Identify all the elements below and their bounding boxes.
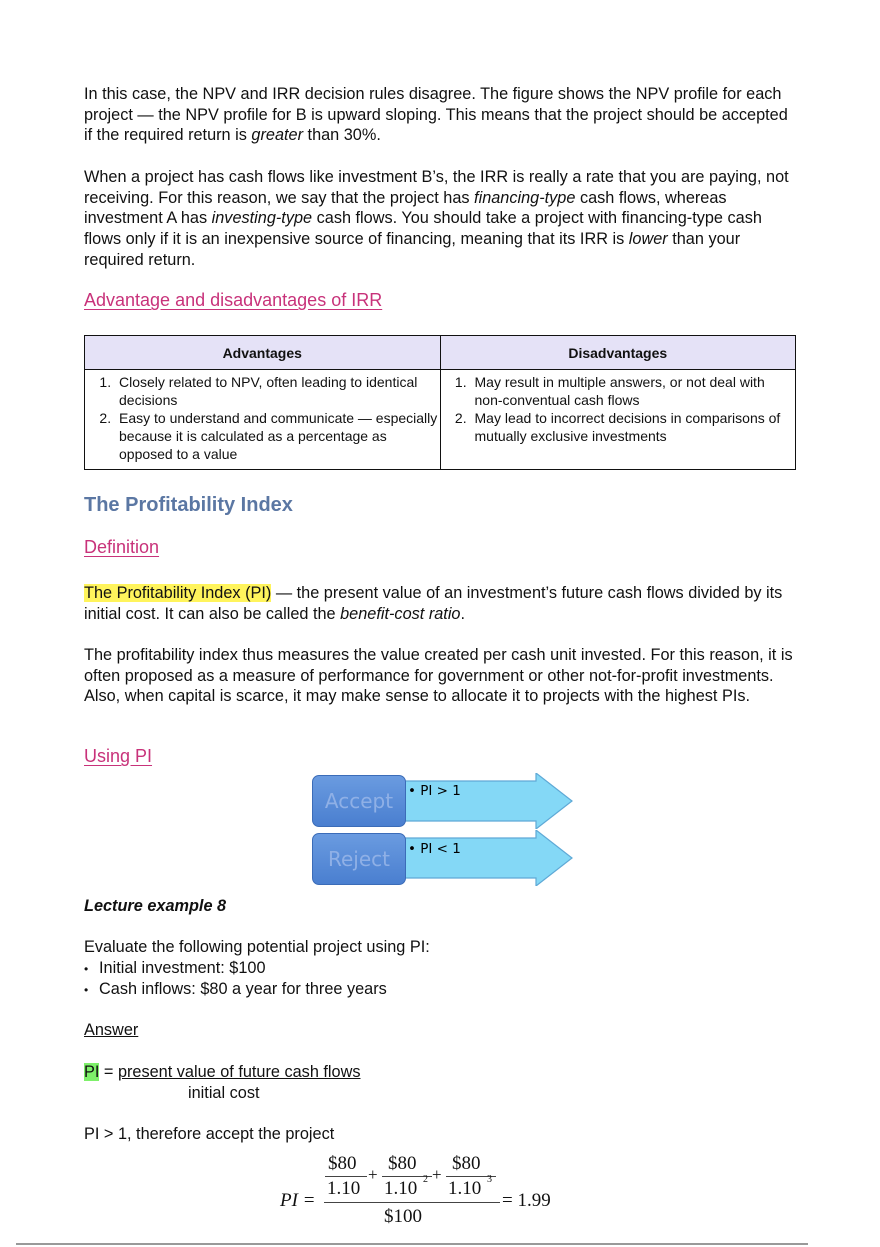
accept-arrow-icon [404, 773, 574, 829]
advantage-item: 1. Closely related to NPV, often leading to identical decisions [115, 373, 438, 409]
intro-paragraph-2: When a project has cash flows like investment B’s, the IRR is really a rate that you are paying, not receiving. For this reason, we say that the project has financing-type cash flows, whereas investment A has investing-type cash flows. You should take a project with financing-type cash flows only if it is an inexpensive source of financing, meaning that its IRR is lower than your required return. [84, 168, 789, 269]
advantage-item: 2. Easy to understand and communicate — especially because it is calculated as a percentage as opposed to a value [115, 409, 438, 463]
term-exponent: 2 [423, 1174, 428, 1185]
plus-sign: + [368, 1165, 378, 1184]
term-exponent: 3 [487, 1174, 492, 1185]
reject-rule: • PI < 1 [408, 841, 461, 857]
formula-numerator: present value of future cash flows [117, 1063, 361, 1081]
definition-heading: Definition [84, 537, 160, 557]
formula-divisor: $100 [384, 1206, 422, 1227]
example-prompt: Evaluate the following potential project using PI: [84, 938, 430, 956]
accept-rule: • PI > 1 [408, 783, 461, 799]
irr-section-heading: Advantage and disadvantages of IRR [84, 290, 383, 310]
pi-word-formula: PI = present value of future cash flows [84, 1063, 361, 1081]
pi-formula [280, 1153, 560, 1233]
advantages-header: Advantages [85, 336, 441, 370]
term-denominator: 1.10 [384, 1178, 418, 1199]
term-denominator: 1.10 [327, 1178, 361, 1199]
using-pi-heading: Using PI [84, 746, 153, 766]
disadvantages-cell [440, 370, 796, 470]
example-bullet: • Initial investment: $100 [84, 959, 266, 977]
term-denominator: 1.10 [448, 1178, 482, 1199]
pi-section-title: The Profitability Index [84, 494, 293, 516]
formula-lhs: PI = [280, 1190, 316, 1211]
pi-decision-diagram [312, 773, 576, 888]
reject-box: Reject [312, 833, 406, 885]
intro-paragraph-1: In this case, the NPV and IRR decision rules disagree. The figure shows the NPV profile for each project — the NPV profile for B is upward sloping. This means that the project should be accepted if the required return is greater than 30%. [84, 85, 788, 145]
disadvantages-header: Disadvantages [440, 336, 796, 370]
plus-sign: + [432, 1165, 442, 1184]
pi-label-highlight: PI [84, 1063, 100, 1081]
formula-result: = 1.99 [502, 1190, 551, 1211]
term-numerator: $80 [328, 1153, 357, 1174]
fraction-bar [325, 1176, 367, 1177]
disadvantage-item: 1. May result in multiple answers, or not deal with non-conventual cash flows [471, 373, 794, 409]
example-bullet: • Cash inflows: $80 a year for three years [84, 980, 387, 998]
page-bottom-rule [16, 1243, 808, 1245]
reject-arrow-icon [404, 830, 574, 886]
term-numerator: $80 [388, 1153, 417, 1174]
pi-measure-paragraph: The profitability index thus measures the value created per cash unit invested. For this reason, it is often proposed as a measure of performance for government or other not-for-profit investments. Also, when capital is scarce, it may make sense to allocate it to projects with the highest PIs. [84, 646, 793, 706]
formula-denominator: initial cost [188, 1084, 260, 1102]
disadvantage-item: 2. May lead to incorrect decisions in comparisons of mutually exclusive investments [471, 409, 794, 445]
accept-box: Accept [312, 775, 406, 827]
pi-definition: The Profitability Index (PI) — the present value of an investment’s future cash flows divided by its initial cost. It can also be called the benefit-cost ratio. [84, 584, 783, 623]
pi-term-highlight: The Profitability Index (PI) [84, 584, 272, 602]
irr-advantages-table [84, 335, 796, 470]
main-fraction-bar [324, 1202, 500, 1203]
example-conclusion: PI > 1, therefore accept the project [84, 1125, 335, 1143]
example-title: Lecture example 8 [84, 897, 227, 915]
advantages-cell [85, 370, 441, 470]
term-numerator: $80 [452, 1153, 481, 1174]
answer-heading: Answer [84, 1021, 139, 1039]
